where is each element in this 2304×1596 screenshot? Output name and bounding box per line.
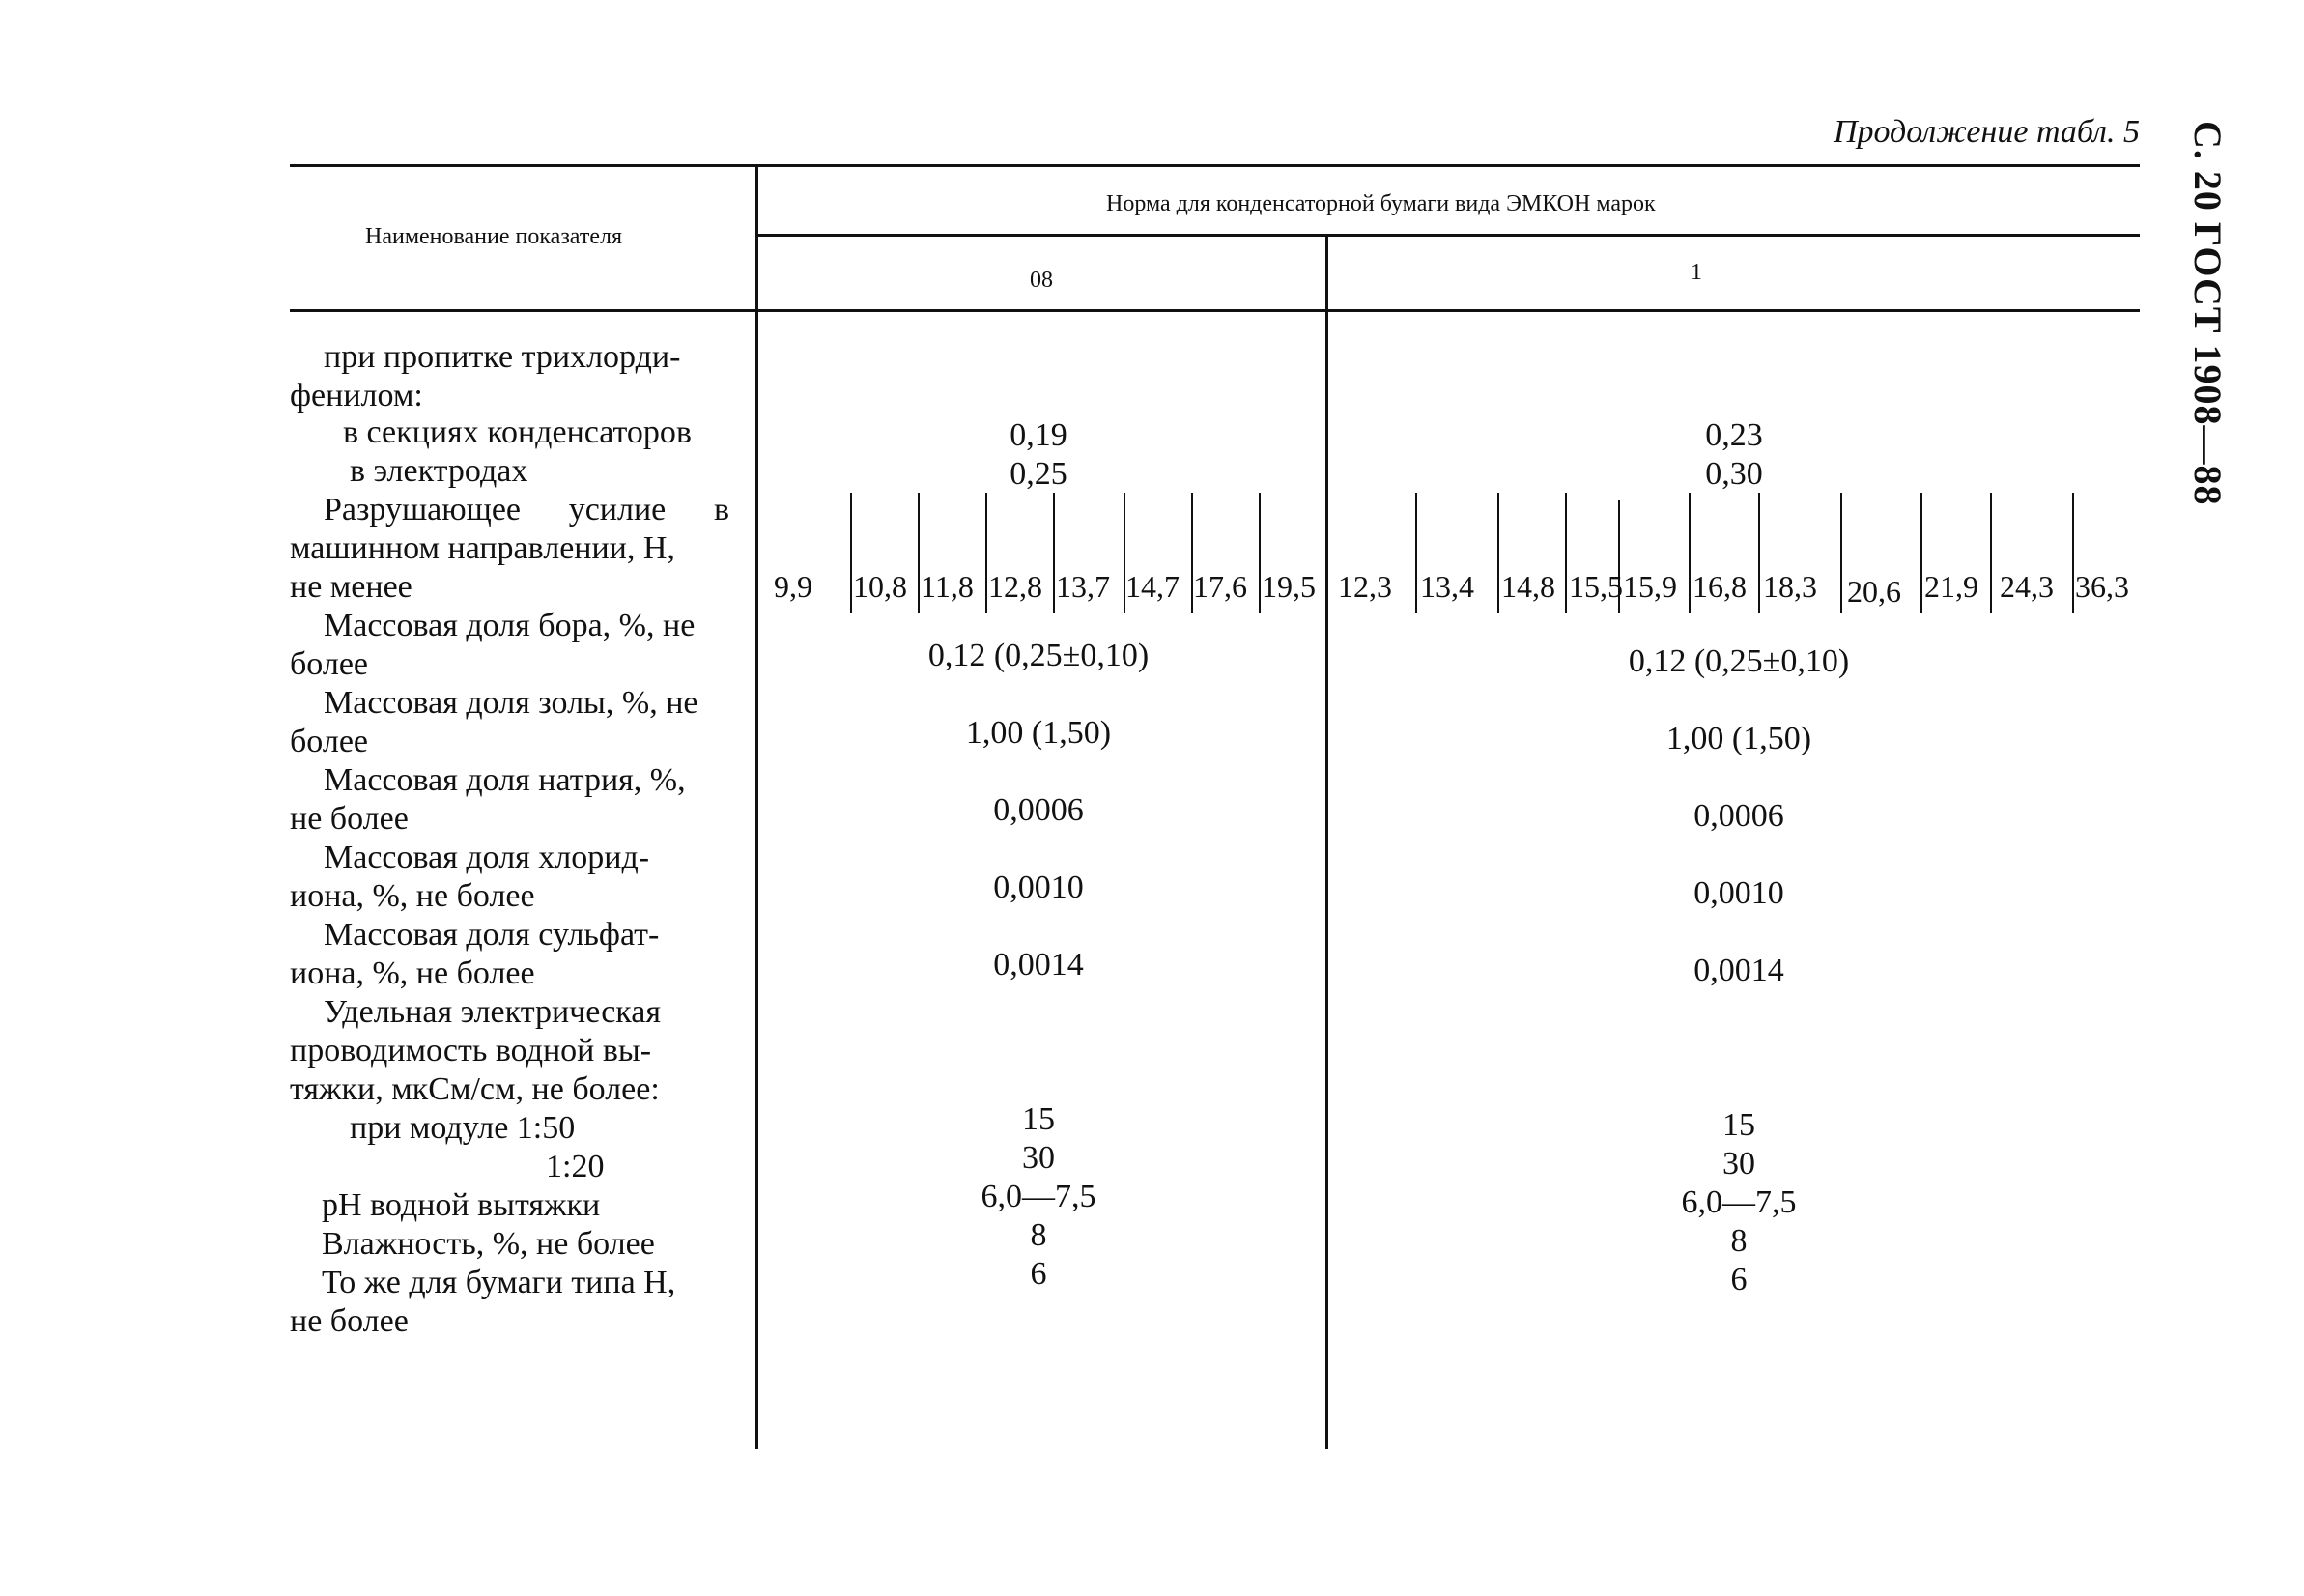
force-divider [1497,493,1499,613]
row-label-conductivity [290,993,729,1109]
value-08-ash: 1,00 (1,50) [965,715,1112,751]
force-1-value: 13,4 [1420,569,1474,604]
label-line: Массовая доля бора, %, не [324,608,696,643]
value-08-sulfate: 0,0014 [993,947,1084,983]
row-label-sodium [290,761,729,839]
header-bottom-rule [290,309,2140,312]
force-divider [1415,493,1417,613]
header-grade-1: 1 [1691,260,1702,285]
label-line: не менее [290,569,412,605]
value-1-moisture: 8 [1730,1223,1748,1259]
label-line: фенилом: [290,378,423,413]
force-08-value: 9,9 [774,569,812,604]
force-divider [1565,493,1567,613]
header-mid-rule [758,234,2140,237]
force-1-value: 16,8 [1692,569,1747,604]
row-label-boron [290,607,729,684]
table-top-rule [290,164,2140,167]
row-label-module-1-50: при модуле 1:50 [350,1110,576,1146]
label-line: тяжки, мкСм/см, не более: [290,1071,660,1107]
row-label-moisture-h [290,1264,729,1341]
value-08-moisture-h: 6 [1030,1256,1047,1292]
label-line: Массовая доля хлорид- [324,840,650,875]
row-label-ph: рН водной вытяжки [322,1187,601,1223]
force-08-value: 11,8 [921,569,974,604]
value-08-chloride: 0,0010 [993,869,1084,905]
label-line: Разрушающее усилие в [324,492,729,527]
force-1-value: 14,8 [1501,569,1555,604]
value-1-ash: 1,00 (1,50) [1665,721,1812,756]
value-08-module-1-50: 15 [1022,1101,1055,1137]
value-1-moisture-h: 6 [1730,1262,1748,1297]
row-label-electrodes: в электродах [350,453,528,489]
row-label-ash [290,684,729,761]
value-1-sections: 0,23 [1705,417,1763,453]
label-line: иона, %, не более [290,955,535,991]
value-1-boron: 0,12 (0,25±0,10) [1628,643,1850,679]
force-1-value: 15,5 [1569,569,1623,604]
label-line: не более [290,1303,409,1339]
force-divider [1758,493,1760,613]
force-1-value: 24,3 [2000,569,2054,604]
label-line: Массовая доля сульфат- [324,917,660,953]
value-1-electrodes: 0,30 [1705,456,1763,492]
force-divider [850,493,852,613]
force-08-value: 14,7 [1125,569,1180,604]
name-column-divider [755,164,758,1449]
force-08-value: 17,6 [1193,569,1247,604]
force-1-value: 18,3 [1763,569,1817,604]
force-divider [2072,493,2074,613]
row-label-sulfate [290,916,729,993]
force-divider [1053,493,1055,613]
force-divider [1259,493,1261,613]
force-1-value: 21,9 [1924,569,1978,604]
force-divider [1920,493,1922,613]
value-1-chloride: 0,0010 [1693,875,1784,911]
value-1-module-1-50: 15 [1722,1107,1755,1143]
label-line: более [290,724,368,759]
force-08-value: 12,8 [988,569,1042,604]
continuation-caption: Продолжение табл. 5 [1833,114,2140,150]
value-08-sodium: 0,0006 [993,792,1084,828]
label-line: при пропитке трихлорди- [324,339,681,375]
force-divider [985,493,987,613]
force-divider [1689,493,1691,613]
label-line: Массовая доля золы, %, не [324,685,698,721]
label-line: Удельная электрическая [324,994,662,1030]
label-line: То же для бумаги типа Н, [322,1265,676,1300]
row-label-sections: в секциях конденсаторов [343,414,692,450]
force-divider [918,493,920,613]
force-1-value: 36,3 [2075,569,2129,604]
force-1-value: 20,6 [1847,574,1901,609]
force-08-value: 19,5 [1262,569,1316,604]
label-line: не более [290,801,409,837]
force-08-value: 13,7 [1056,569,1110,604]
force-1-value: 12,3 [1338,569,1392,604]
value-08-boron: 0,12 (0,25±0,10) [927,638,1150,673]
force-08-value: 10,8 [853,569,907,604]
grade-column-divider [1325,237,1328,1449]
value-08-module-1-20: 30 [1022,1140,1055,1176]
row-label-module-1-20: 1:20 [546,1149,605,1184]
label-line: Массовая доля натрия, %, [324,762,686,798]
value-08-moisture: 8 [1030,1217,1047,1253]
row-label-moisture: Влажность, %, не более [322,1226,655,1262]
header-grade-08: 08 [1030,268,1053,293]
force-1-value: 15,9 [1623,569,1677,604]
row-label-chloride [290,839,729,916]
value-1-ph: 6,0—7,5 [1681,1184,1797,1220]
label-line: машинном направлении, Н, [290,530,675,566]
value-1-module-1-20: 30 [1722,1146,1755,1182]
header-name-column: Наименование показателя [365,224,622,249]
row-label-impregnation [290,338,729,415]
label-line: проводимость водной вы- [290,1033,652,1069]
label-line: иона, %, не более [290,878,535,914]
value-08-ph: 6,0—7,5 [981,1179,1096,1214]
value-1-sodium: 0,0006 [1693,798,1784,834]
side-document-code: С. 20 ГОСТ 1908—88 [2186,121,2230,506]
label-line: более [290,646,368,682]
force-divider [1990,493,1992,613]
header-norm-title: Норма для конденсаторной бумаги вида ЭМКОН марок [1106,191,1656,216]
value-08-electrodes: 0,25 [1010,456,1067,492]
force-divider [1840,493,1842,613]
value-08-sections: 0,19 [1010,417,1067,453]
value-1-sulfate: 0,0014 [1693,953,1784,988]
row-label-breaking-force [290,491,729,607]
